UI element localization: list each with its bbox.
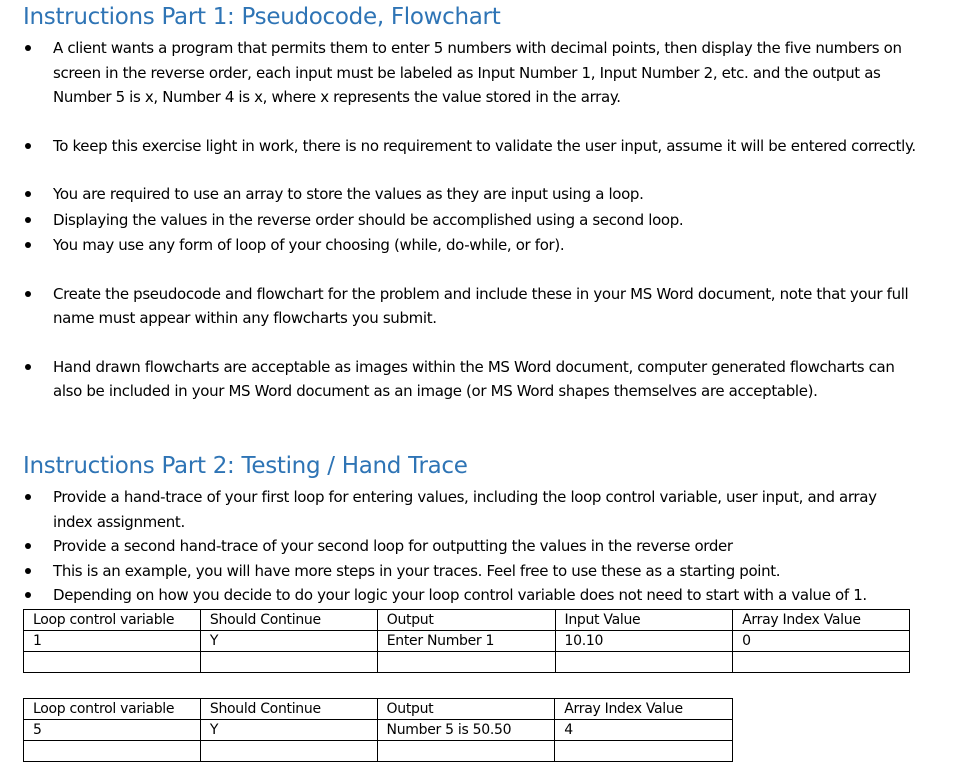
list-item	[0, 559, 920, 584]
table-cell: Number 5 is 50.50	[377, 720, 555, 741]
table-header-row	[24, 699, 733, 720]
bullet-icon	[25, 217, 31, 223]
list-item	[0, 355, 920, 404]
table-cell	[24, 741, 201, 762]
bullet-icon	[25, 191, 31, 197]
part1-list	[0, 36, 920, 404]
table-cell: 5	[24, 720, 201, 741]
list-item-text: Provide a hand-trace of your first loop for entering values, including the loop control variable, user input, and array index assignment.	[53, 488, 877, 531]
header-cell: Array Index Value	[555, 699, 733, 720]
list-item-text: A client wants a program that permits them to enter 5 numbers with decimal points, then display the five numbers on screen in the reverse order, each input must be labeled as Input Number 1, Input Number 2, etc. and the output as Number 5 is x, Number 4 is x, where x represents the value stored in the array.	[53, 39, 902, 106]
bullet-icon	[25, 568, 31, 574]
table-cell	[24, 652, 201, 673]
list-item	[0, 134, 920, 159]
table-cell	[200, 652, 377, 673]
table-row	[24, 741, 733, 762]
part2-heading: Instructions Part 2: Testing / Hand Trace	[23, 453, 468, 479]
header-cell: Loop control variable	[24, 699, 201, 720]
list-item	[0, 36, 920, 110]
table-row	[24, 720, 733, 741]
header-cell: Output	[377, 699, 555, 720]
list-item-text: Depending on how you decide to do your logic your loop control variable does not need to start with a value of 1.	[53, 586, 867, 604]
list-item-text: To keep this exercise light in work, there is no requirement to validate the user input, assume it will be entered correctly.	[53, 136, 916, 155]
bullet-icon	[25, 291, 31, 297]
table-cell: 0	[733, 631, 910, 652]
header-cell: Loop control variable	[24, 610, 201, 631]
table-cell	[555, 652, 733, 673]
header-cell: Output	[377, 610, 555, 631]
bullet-icon	[25, 494, 31, 500]
output-trace-table	[23, 698, 733, 762]
header-cell: Should Continue	[200, 699, 377, 720]
list-item-text: This is an example, you will have more steps in your traces. Feel free to use these as a starting point.	[53, 561, 781, 580]
table-cell: 10.10	[555, 631, 733, 652]
part2-list	[0, 485, 920, 608]
list-item	[0, 182, 920, 207]
list-item-text: Displaying the values in the reverse order should be accomplished using a second loop.	[53, 210, 684, 229]
table-row	[24, 652, 910, 673]
list-item-text: You are required to use an array to store the values as they are input using a loop.	[53, 185, 644, 203]
table-cell	[377, 652, 555, 673]
table-cell: Y	[200, 631, 377, 652]
table-row	[24, 631, 910, 652]
bullet-icon	[25, 364, 31, 370]
table-cell	[733, 652, 910, 673]
table-cell	[200, 741, 377, 762]
table-cell: 1	[24, 631, 201, 652]
input-trace-table	[23, 609, 910, 673]
list-item-text: Provide a second hand-trace of your second loop for outputting the values in the reverse order	[53, 537, 733, 555]
list-item-text: Create the pseudocode and flowchart for the problem and include these in your MS Word document, note that your full name must appear within any flowcharts you submit.	[53, 284, 909, 327]
list-item	[0, 233, 920, 258]
list-item	[0, 583, 920, 608]
bullet-icon	[25, 45, 31, 51]
list-item	[0, 534, 920, 559]
bullet-icon	[25, 543, 31, 549]
table-cell: Y	[200, 720, 377, 741]
header-cell: Array Index Value	[733, 610, 910, 631]
list-item	[0, 282, 920, 331]
table-cell: 4	[555, 720, 733, 741]
list-item-text: You may use any form of loop of your choosing (while, do-while, or for).	[53, 236, 565, 254]
table-cell	[377, 741, 555, 762]
bullet-icon	[25, 143, 31, 149]
header-cell: Should Continue	[200, 610, 377, 631]
list-item	[0, 208, 920, 233]
list-item	[0, 485, 920, 534]
table-header-row	[24, 610, 910, 631]
bullet-icon	[25, 592, 31, 598]
table-cell: Enter Number 1	[377, 631, 555, 652]
bullet-icon	[25, 242, 31, 248]
table-cell	[555, 741, 733, 762]
header-cell: Input Value	[555, 610, 733, 631]
list-item-text: Hand drawn flowcharts are acceptable as images within the MS Word document, computer generated flowcharts can also be included in your MS Word document as an image (or MS Word shapes themselves are acceptable).	[53, 357, 895, 400]
part1-heading: Instructions Part 1: Pseudocode, Flowchart	[23, 4, 501, 30]
